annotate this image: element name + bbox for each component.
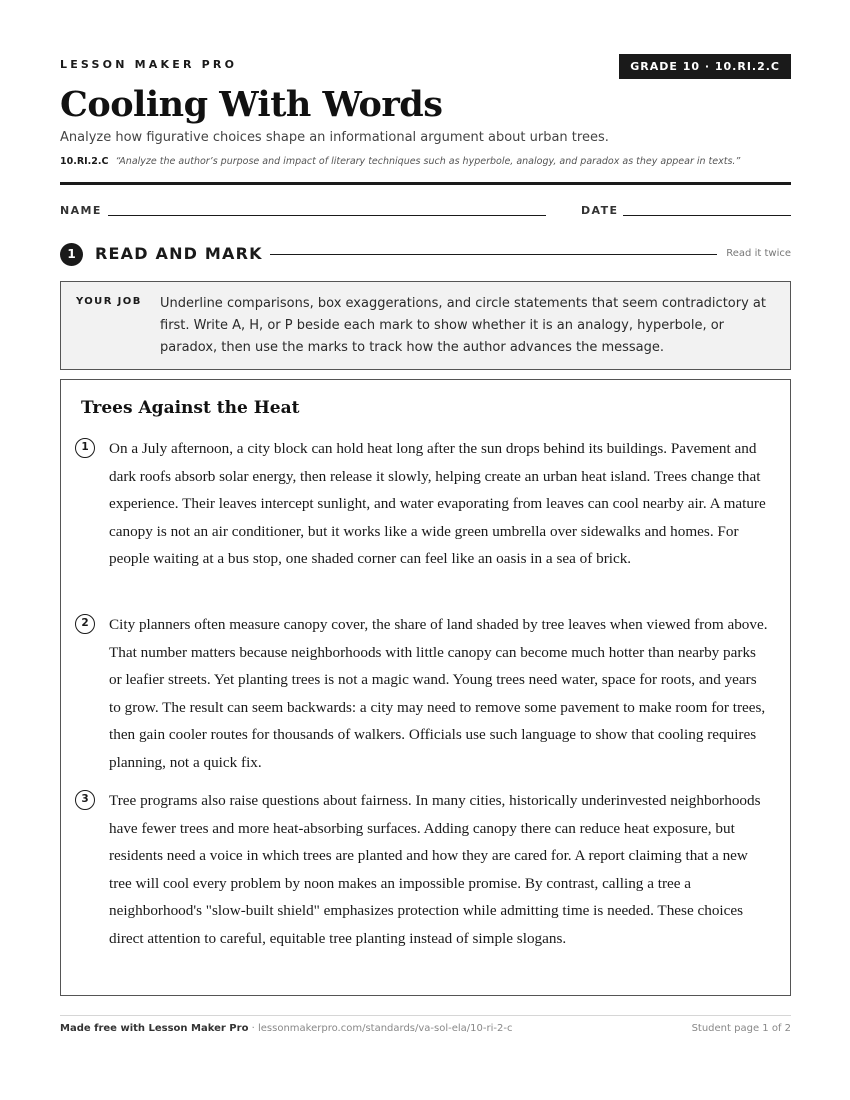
page-title: Cooling With Words bbox=[60, 84, 443, 125]
section-divider bbox=[270, 254, 717, 255]
paragraph-text: City planners often measure canopy cover, the share of land shaded by tree leaves when viewed from above. That number matters because neighborhoods with little canopy can become much hotter than nearby parks or leafier streets. Yet planting trees is not a magic wand. Young trees need water, space for roots, and years to grow. The result can seem backwards: a city may need to remove some pavement to make room for trees, then gain cooler routes for thousands of walkers. Officials use such language to show that cooling requires planning, not a quick fix. bbox=[109, 616, 768, 771]
name-label: NAME bbox=[60, 204, 102, 217]
page-subtitle: Analyze how figurative choices shape an informational argument about urban trees. bbox=[60, 130, 609, 145]
standard-code: 10.RI.2.C bbox=[60, 156, 109, 167]
section-title: READ AND MARK bbox=[95, 244, 263, 263]
paragraph-number-badge: 3 bbox=[75, 790, 95, 810]
instructions-text: Underline comparisons, box exaggerations, and circle statements that seem contradictory at first. Write A, H, or P beside each mark to show whether it is an analogy, hyperbole, or paradox, then use the marks to track how the author advances the message. bbox=[160, 296, 766, 355]
footer-divider bbox=[60, 1015, 791, 1016]
header-divider bbox=[60, 182, 791, 185]
paragraph-number-badge: 2 bbox=[75, 614, 95, 634]
worksheet-page bbox=[60, 0, 791, 1100]
section-number-badge: 1 bbox=[60, 243, 83, 266]
paragraph-text: On a July afternoon, a city block can hold heat long after the sun drops behind its buildings. Pavement and dark roofs absorb solar energy, then release it slowly, helping create an urban heat island. Trees change that experience. Their leaves intercept sunlight, and water evaporating from leaves can cool nearby air. A mature canopy is not an air conditioner, but it works like a wide green umbrella over sidewalks and homes. For people waiting at a bus stop, one shaded corner can feel like an oasis in a sea of brick. bbox=[109, 440, 766, 567]
date-field[interactable] bbox=[623, 215, 791, 216]
grade-badge: GRADE 10 · 10.RI.2.C bbox=[619, 54, 791, 79]
brand-name: LESSON MAKER PRO bbox=[60, 58, 238, 71]
footer-credit bbox=[60, 1023, 512, 1034]
reading-passage bbox=[60, 379, 791, 996]
instructions-box bbox=[60, 281, 791, 370]
section-hint: Read it twice bbox=[726, 248, 791, 259]
paragraph-text: Tree programs also raise questions about fairness. In many cities, historically underinvested neighborhoods have fewer trees and more heat-absorbing surfaces. Adding canopy there can reduce heat exposure, but residents need a voice in which trees are planted and how they are cared for. A report claiming that a new tree will cool every problem by noon makes an impossible promise. By contrast, calling a tree a neighborhood's "slow-built shield" emphasizes protection while admitting time is needed. These choices direct attention to careful, equitable tree planting instead of simple slogans. bbox=[109, 792, 761, 947]
passage-title: Trees Against the Heat bbox=[81, 398, 300, 418]
standard-text: “Analyze the author’s purpose and impact of literary techniques such as hyperbole, analogy, and paradox as they appear in texts.” bbox=[115, 156, 741, 167]
footer-url-link[interactable]: lessonmakerpro.com/standards/va-sol-ela/10-ri-2-c bbox=[257, 1023, 513, 1034]
paragraph-number-badge: 1 bbox=[75, 438, 95, 458]
name-field[interactable] bbox=[108, 215, 546, 216]
date-label: DATE bbox=[581, 204, 619, 217]
footer-page-number: Student page 1 of 2 bbox=[691, 1023, 791, 1034]
instructions-label: YOUR JOB bbox=[76, 296, 142, 307]
footer-made-with: Made free with Lesson Maker Pro bbox=[60, 1023, 249, 1034]
footer-separator: · bbox=[248, 1023, 258, 1034]
standard-line bbox=[60, 156, 740, 167]
